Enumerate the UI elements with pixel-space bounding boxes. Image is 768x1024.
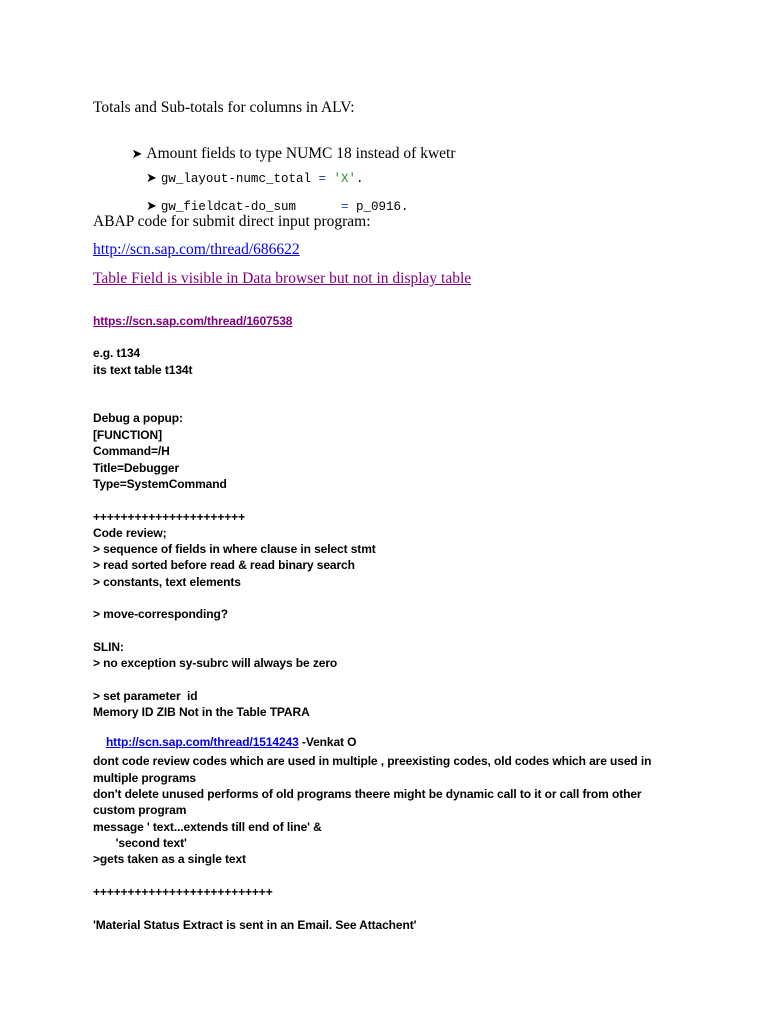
- link-thread-1514243[interactable]: http://scn.sap.com/thread/1514243: [105, 735, 299, 749]
- text-debug-title2: Title=Debugger: [93, 461, 180, 475]
- text-dont-delete: don't delete unused performs of old programs theere might be dynamic call to it or call from other: [93, 787, 642, 801]
- arrow-bullet-icon: ➤: [146, 199, 157, 214]
- code-lhs: gw_fieldcat-do_sum: [160, 200, 296, 214]
- text-message-line3: >gets taken as a single text: [93, 852, 246, 866]
- text-message-line2: 'second text': [93, 836, 187, 850]
- text-dont-review-cont: multiple programs: [93, 771, 196, 785]
- code-end: .: [400, 200, 409, 214]
- section-heading: Totals and Sub-totals for columns in ALV:: [93, 99, 355, 116]
- text-message-line1: message ' text...extends till end of line' &: [93, 820, 322, 834]
- code-lhs: gw_layout-numc_total: [160, 172, 311, 186]
- text-slin-item: > no exception sy-subrc will always be zero: [93, 656, 338, 670]
- link-suffix: -Venkat O: [298, 735, 357, 749]
- text-debug-function: [FUNCTION]: [93, 428, 162, 442]
- code-value: 'X': [333, 172, 356, 186]
- code-operator: =: [295, 200, 356, 214]
- text-memory-id: Memory ID ZIB Not in the Table TPARA: [93, 705, 310, 719]
- text-eg: e.g. t134: [93, 346, 141, 360]
- text-text-table: its text table t134t: [93, 363, 193, 377]
- text-review-item: > constants, text elements: [93, 575, 241, 589]
- text-set-parameter: > set parameter id: [93, 689, 198, 703]
- text-dont-delete-cont: custom program: [93, 803, 187, 817]
- code-value: p_0916: [355, 200, 401, 214]
- text-material-status: 'Material Status Extract is sent in an Email. See Attachent': [93, 918, 417, 932]
- link-table-field-visible[interactable]: Table Field is visible in Data browser but not in display table: [93, 270, 472, 287]
- bullet-text: Amount fields to type NUMC 18 instead of kwetr: [146, 145, 456, 162]
- arrow-bullet-icon: ➤: [146, 171, 157, 186]
- text-review-item: > move-corresponding?: [93, 607, 228, 621]
- text-debug-type: Type=SystemCommand: [93, 477, 227, 491]
- text-slin: SLIN:: [93, 640, 124, 654]
- code-operator: =: [310, 172, 334, 186]
- link-thread-686622[interactable]: http://scn.sap.com/thread/686622: [93, 241, 300, 258]
- text-code-review: Code review;: [93, 526, 167, 540]
- arrow-bullet-icon: ➤: [131, 147, 143, 162]
- text-review-item: > sequence of fields in where clause in select stmt: [93, 542, 376, 556]
- link-thread-1607538[interactable]: https://scn.sap.com/thread/1607538: [93, 314, 293, 328]
- text-dont-review: dont code review codes which are used in multiple , preexisting codes, old codes which are used in: [93, 754, 652, 768]
- text-review-item: > read sorted before read & read binary search: [93, 558, 355, 572]
- separator-line: ++++++++++++++++++++++++++: [93, 885, 273, 899]
- abap-line: ABAP code for submit direct input program:: [93, 213, 371, 230]
- code-end: .: [355, 172, 364, 186]
- separator-line: ++++++++++++++++++++++: [93, 510, 245, 524]
- text-debug-command: Command=/H: [93, 444, 170, 458]
- text-debug-title: Debug a popup:: [93, 411, 183, 425]
